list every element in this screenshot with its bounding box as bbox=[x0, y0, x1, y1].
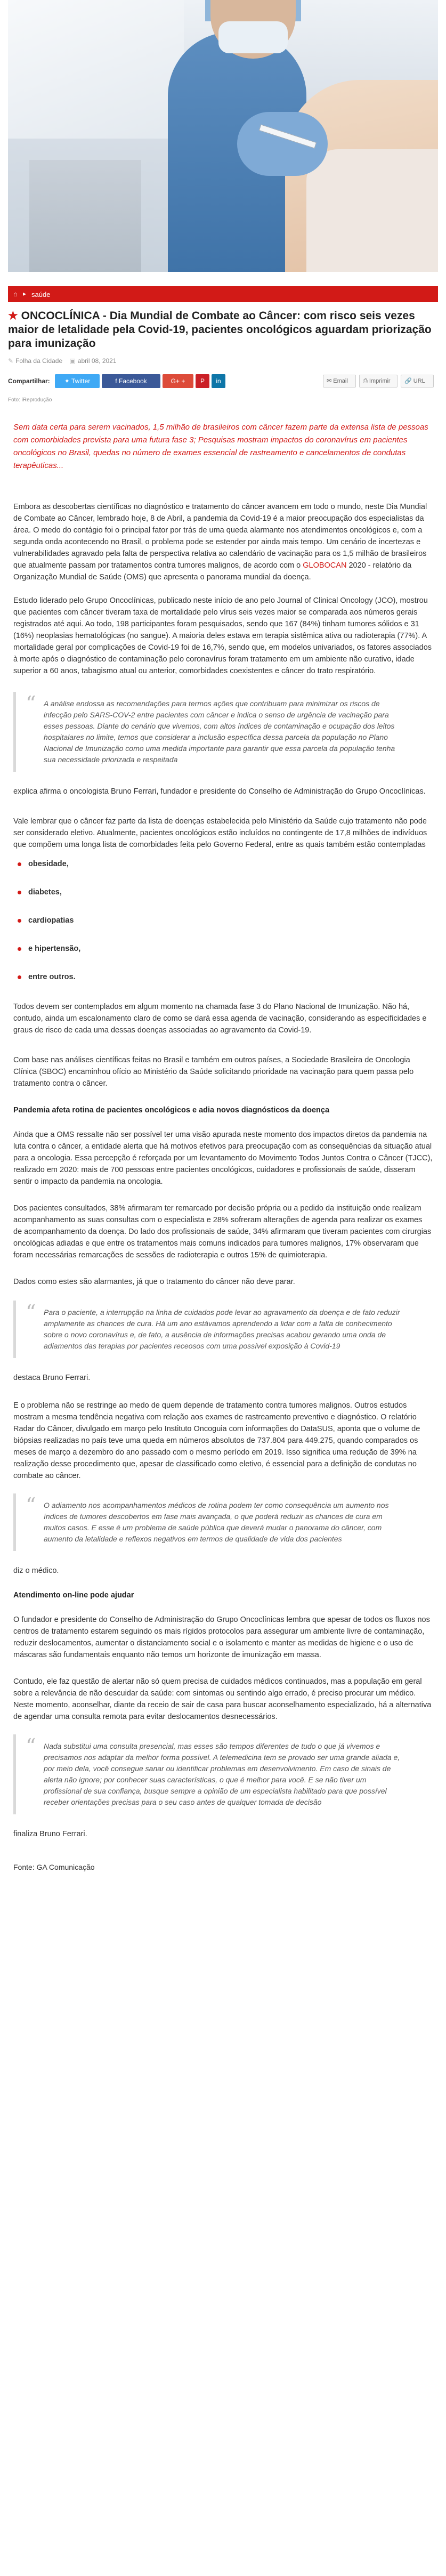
paragraph: Dos pacientes consultados, 38% afirmaram ter remarcado por decisão própria ou a pedido da instituição onde realizam acompanhamento as suas consultas com o especialista e 28% sofreram alterações de agenda para realizar os exames de acompanhamento da doença. Do lado dos profissionais de saúde, 34% afirmaram que tiveram pacientes com cirurgias oncológicas adiadas e que entre os tratamentos mais comuns indicados para tumores malignos, 17% observaram que foram necessárias remarcações de sessões de radioterapia e outros 15% de quimioterapia. bbox=[13, 1204, 432, 1259]
paragraph: Todos devem ser contemplados em algum momento na chamada fase 3 do Plano Nacional de Imunização. Não há, contudo, ainda um escalonamento claro de como se dará essa agenda de vacinação, considerando as especificidades e graus de risco de cada uma dessas doenças associadas ao agravamento da Covid-19. bbox=[13, 1003, 427, 1035]
paragraph: Contudo, ele faz questão de alertar não só quem precisa de cuidados médicos continuados, mas a população em geral sobre a relevância de não descuidar da saúde: com sintomas ou sentindo algo errado, é preciso procurar um médico. Neste momento, aconselhar, diante da receio de sair de casa para buscar aconselhamento especializado, há a alternativa de agendar uma consulta remota para evitar deslocamentos desnecessários. bbox=[13, 1677, 432, 1721]
paragraph: diz o médico. bbox=[13, 1566, 59, 1575]
article-title: ★ ONCOCLÍNICA - Dia Mundial de Combate ao Câncer: com risco seis vezes maior de letalidade pela Covid-19, pacientes oncológicos aguardam priorização para imunização bbox=[8, 310, 432, 350]
paragraph: Ainda que a OMS ressalte não ser possível ter uma visão apurada neste momento dos impactos diretos da pandemia na luta contra o câncer, a entidade alerta que há motivos efetivos para preocupação com as consequências da situação atual para a oncologia. Essa percepção é reforçada por um levantamento do Movimento Todos Juntos Contra o Câncer (TJCC), realizado em 2020: mais de 700 pessoas entre pacientes oncológicos, cuidadores e profissionais de saúde, disseram sentir o impacto da pandemia na oncologia. bbox=[13, 1130, 433, 1186]
author[interactable]: Folha da Cidade bbox=[15, 357, 63, 365]
photo-credit: Foto: iReprodução bbox=[8, 397, 52, 403]
printer-icon: ⎙ bbox=[363, 378, 368, 384]
hero-image bbox=[8, 0, 438, 272]
list-item: entre outros. bbox=[13, 971, 433, 983]
twitter-share-button[interactable]: ✦ Twitter bbox=[55, 374, 100, 388]
paragraph: Estudo liderado pelo Grupo Oncoclínicas, publicado neste início de ano pelo Journal of Clinical Oncology (JCO), mostrou que pacientes com câncer tiveram taxa de mortalidade pelo vírus seis vezes maior se comparada aos números gerais registrados até aqui. Ao todo, 198 participantes foram pesquisados, sendo que 167 (84%) tinham tumores sólidos e 31 (16%) neoplasias hematológicas (no sangue). A maioria deles estava em terapia sistêmica ativa ou radioterapia (77%). A mortalidade geral por complicações de Covid-19 foi de 16,7%, sendo que, em modelos univariados, os fatores associados à morte após o diagnóstico de contaminação pelo coronavírus foram tratamento em um ambiente não curativo, idade superior a 60 anos, tabagismo atual ou anterior, comorbidades coexistentes e câncer do trato respiratório. bbox=[13, 596, 432, 675]
envelope-icon: ✉ bbox=[327, 378, 332, 384]
facebook-share-button[interactable]: f Facebook bbox=[102, 374, 160, 388]
twitter-icon: ✦ bbox=[64, 377, 70, 385]
paragraph: Embora as descobertas científicas no diagnóstico e tratamento do câncer avancem em todo o mundo, neste Dia Mundial de Combate ao Câncer, lembrado hoje, 8 de Abril, a pandemia da Covid-19 é a maior preocupação dos especialistas da área. O medo do contágio foi o principal fator por trás de uma queda alarmante nos atendimentos oncológicos e, com a segunda onda acontecendo no Brasil, o problema pode se estender por ainda mais tempo. Um cenário de incertezas e vulnerabilidades agravado pela falta de perspectiva relativa ao calendário de vacinação para os 1,5 milhão de brasileiros que atualmente passam por tratamentos contra tumores malignos, de acordo com o GLOBOCAN 2020 - relatório da Organização Mundial de Saúde (OMS) que apresenta o panorama mundial da doença. bbox=[13, 503, 427, 582]
pencil-icon: ✎ bbox=[8, 357, 14, 365]
chevron-right-icon: ▸ bbox=[23, 290, 27, 297]
list-item: cardiopatias bbox=[13, 915, 433, 926]
byline bbox=[8, 357, 117, 367]
paragraph: Com base nas análises científicas feitas no Brasil e também em outros países, a Sociedade Brasileira de Oncologia Clínica (SBOC) encaminhou ofício ao Ministério da Saúde solicitando prioridade na vacinação para quem passa pelo tratamento contra o câncer. bbox=[13, 1056, 414, 1088]
quote: “ Para o paciente, a interrupção na linha de cuidados pode levar ao agravamento da doença e de fato reduzir amplamente as chances de cura. Há um ano estávamos aprendendo a lidar com a falta de conhecimento sobre o novo coronavírus e, de fato, a ausência de informações precisas acabou gerando uma onda de adiamentos das terapias por pacientes receosos com uma possível exposição à Covid-19 bbox=[13, 1301, 433, 1358]
quote: “ Nada substitui uma consulta presencial, mas esses são tempos diferentes de tudo o que já vivemos e precisamos nos adaptar da melhor forma possível. A telemedicina tem se provado ser uma grande aliada e, por meio dela, você consegue sanar ou identificar problemas em desenvolvimento. Em caso de sinais de alerta não ignore; por conhecer suas características, o que é melhor para você. E se não tiver um profissional de sua confiança, busque sempre a opinião de um especialista habilitado para que possível receber orientações precisas para o seu caso antes de qualquer tomada de decisão bbox=[13, 1734, 433, 1814]
section-heading: Atendimento on-line pode ajudar bbox=[13, 1591, 134, 1600]
quote-icon: “ bbox=[26, 1493, 36, 1517]
facebook-icon: f bbox=[115, 377, 117, 385]
category-bar bbox=[8, 286, 438, 302]
home-icon[interactable]: ⌂ bbox=[13, 290, 18, 298]
quote: “ O adiamento nos acompanhamentos médicos de rotina podem ter como consequência um aumento nos índices de tumores descobertos em fase mais avançada, o que poderá reduzir as chances de cura em muitos casos. E esse é um problema de saúde pública que deverá mudar o panorama do câncer, com aumento da letalidade e reflexos negativos em termos de qualidade de vida dos pacientes bbox=[13, 1493, 433, 1551]
quote-icon: “ bbox=[26, 692, 36, 715]
share-bar bbox=[8, 373, 438, 389]
publish-date: abril 08, 2021 bbox=[77, 357, 117, 365]
star-icon: ★ bbox=[8, 310, 18, 322]
calendar-icon: ▣ bbox=[69, 357, 76, 365]
lead-paragraph: Sem data certa para serem vacinados, 1,5 milhão de brasileiros com câncer fazem parte da extensa lista de pessoas com comorbidades prevista para uma futura fase 3; Pesquisas mostram impactos do coronavírus em pacientes oncológicos no Brasil, quedas no número de exames essencial de rastreamento e cancelamentos de condutas terapêuticas... bbox=[13, 423, 428, 470]
comorbidity-list bbox=[13, 858, 433, 983]
email-button[interactable]: ✉ Email bbox=[323, 375, 356, 387]
source-credit: Fonte: GA Comunicação bbox=[13, 1863, 95, 1871]
paragraph: E o problema não se restringe ao medo de quem depende de tratamento contra tumores malignos. Outros estudos mostram a mesma tendência negativa com relação aos exames de rastreamento preventivo e diagnóstico. O relatório Radar do Câncer, divulgado em março pelo Instituto Oncoguia com informações do DataSUS, aponta que o volume de biópsias realizadas no país teve uma queda em números absolutos de 737.804 para 449.275, quando comparados os meses de março a dezembro do ano passado com o mesmo período em 2019. Isso significa uma redução de 39% na realização desse procedimento que, apesar de classificado como eletivo, é essencial para a definição de condutas no combate ao câncer. bbox=[13, 1401, 420, 1480]
url-button[interactable]: 🔗 URL bbox=[401, 375, 434, 387]
list-item: e hipertensão, bbox=[13, 943, 433, 955]
article-page bbox=[8, 0, 438, 2576]
globocan-link[interactable]: GLOBOCAN bbox=[303, 561, 347, 570]
print-button[interactable]: ⎙ Imprimir bbox=[359, 375, 398, 387]
category-link[interactable]: saúde bbox=[31, 290, 51, 298]
pinterest-share-button[interactable]: P bbox=[196, 374, 209, 388]
article-body bbox=[13, 421, 433, 1885]
list-item: diabetes, bbox=[13, 886, 433, 898]
link-icon: 🔗 bbox=[404, 378, 412, 384]
paragraph: Vale lembrar que o câncer faz parte da lista de doenças estabelecida pelo Ministério da Saúde cujo tratamento não pode ser considerado eletivo. Atualmente, pacientes oncológicos estão incluídos no contingente de 17,8 milhões de indivíduos que compõem uma longa lista de comorbidades feita pelo Governo Federal, entre as quais também estão contempladas bbox=[13, 817, 427, 849]
list-item: obesidade, bbox=[13, 858, 433, 870]
paragraph: Dados como estes são alarmantes, já que o tratamento do câncer não deve parar. bbox=[13, 1278, 295, 1286]
paragraph: destaca Bruno Ferrari. bbox=[13, 1374, 91, 1382]
quote-icon: “ bbox=[26, 1301, 36, 1324]
quote: “ A análise endossa as recomendações para termos ações que contribuam para minimizar os riscos de infecção pelo SARS-COV-2 entre pacientes com câncer e indica o senso de urgência de vacinação para esses pessoas. Diante do cenário que vivemos, com altos índices de contaminação e ocupação dos leitos hospitalares no limite, temos que considerar a inclusão específica dessa parcela da população no Plano Nacional de Imunização como uma medida importante para garantir que essa parcela da população tenha sua necessidade priorizada e respeitada bbox=[13, 692, 433, 772]
linkedin-share-button[interactable]: in bbox=[212, 374, 225, 388]
quote-icon: “ bbox=[26, 1734, 36, 1758]
paragraph: finaliza Bruno Ferrari. bbox=[13, 1830, 87, 1838]
paragraph: O fundador e presidente do Conselho de Administração do Grupo Oncoclínicas lembra que apesar de todos os fluxos nos centros de tratamento estarem seguindo os mais rígidos protocolos para assegurar um ambiente livre de contaminação, reduzir deslocamentos, aumentar o distanciamento social e o isolamento e manter as medidas de higiene e o uso de máscaras são fundamentais enquanto não temos um horizonte de imunização em massa. bbox=[13, 1616, 430, 1659]
section-heading: Pandemia afeta rotina de pacientes oncológicos e adia novos diagnósticos da doença bbox=[13, 1106, 330, 1115]
paragraph: explica afirma o oncologista Bruno Ferrari, fundador e presidente do Conselho de Administração do Grupo Oncoclínicas. bbox=[13, 787, 426, 796]
googleplus-share-button[interactable]: G+ + bbox=[163, 374, 193, 388]
share-label: Compartilhar: bbox=[8, 377, 50, 385]
